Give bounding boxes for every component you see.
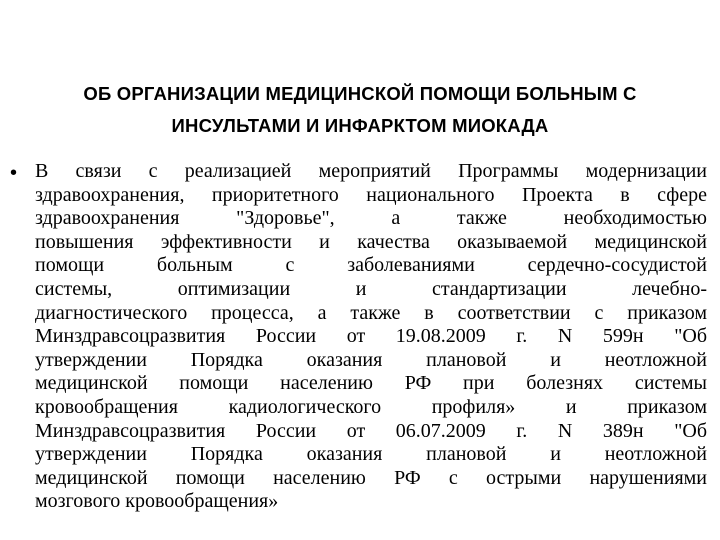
bullet-text-line: диагностического процесса, а также в соответствии с приказом: [35, 301, 707, 324]
slide-title-line-1: ОБ ОРГАНИЗАЦИИ МЕДИЦИНСКОЙ ПОМОЩИ БОЛЬНЫМ С: [83, 83, 637, 104]
bullet-text-line: медицинской помощи населению РФ при болезнях системы: [35, 372, 707, 395]
bullet-text-line: повышения эффективности и качества оказываемой медицинской: [35, 230, 707, 253]
bullet-text-line: Минздравсоцразвития России от 06.07.2009 г. N 389н "Об: [35, 419, 707, 442]
bullet-item: [0, 160, 720, 514]
bullet-text-line: помощи больным с заболеваниями сердечно-сосудистой: [35, 254, 707, 277]
bullet-text-line: здравоохранения "Здоровье", а также необходимостью: [35, 207, 707, 230]
bullet-marker: •: [10, 162, 18, 184]
bullet-list: [0, 160, 720, 514]
bullet-text-line: здравоохранения, приоритетного национального Проекта в сфере: [35, 183, 707, 206]
bullet-text-line: медицинской помощи населению РФ с острыми нарушениями: [35, 466, 707, 489]
bullet-text-line: утверждении Порядка оказания плановой и неотложной: [35, 443, 707, 466]
bullet-text: [0, 160, 720, 514]
slide-title: [20, 78, 700, 142]
bullet-text-line: системы, оптимизации и стандартизации лечебно-: [35, 277, 707, 300]
bullet-text-line: Минздравсоцразвития России от 19.08.2009 г. N 599н "Об: [35, 325, 707, 348]
bullet-text-line: утверждении Порядка оказания плановой и неотложной: [35, 348, 707, 371]
slide-title-line-2: ИНСУЛЬТАМИ И ИНФАРКТОМ МИОКАДА: [171, 115, 549, 136]
bullet-text-line: кровообращения кадиологического профиля» и приказом: [35, 395, 707, 418]
bullet-text-line: В связи с реализацией мероприятий Программы модернизации: [35, 160, 707, 182]
bullet-text-line: мозгового кровообращения»: [35, 490, 279, 513]
